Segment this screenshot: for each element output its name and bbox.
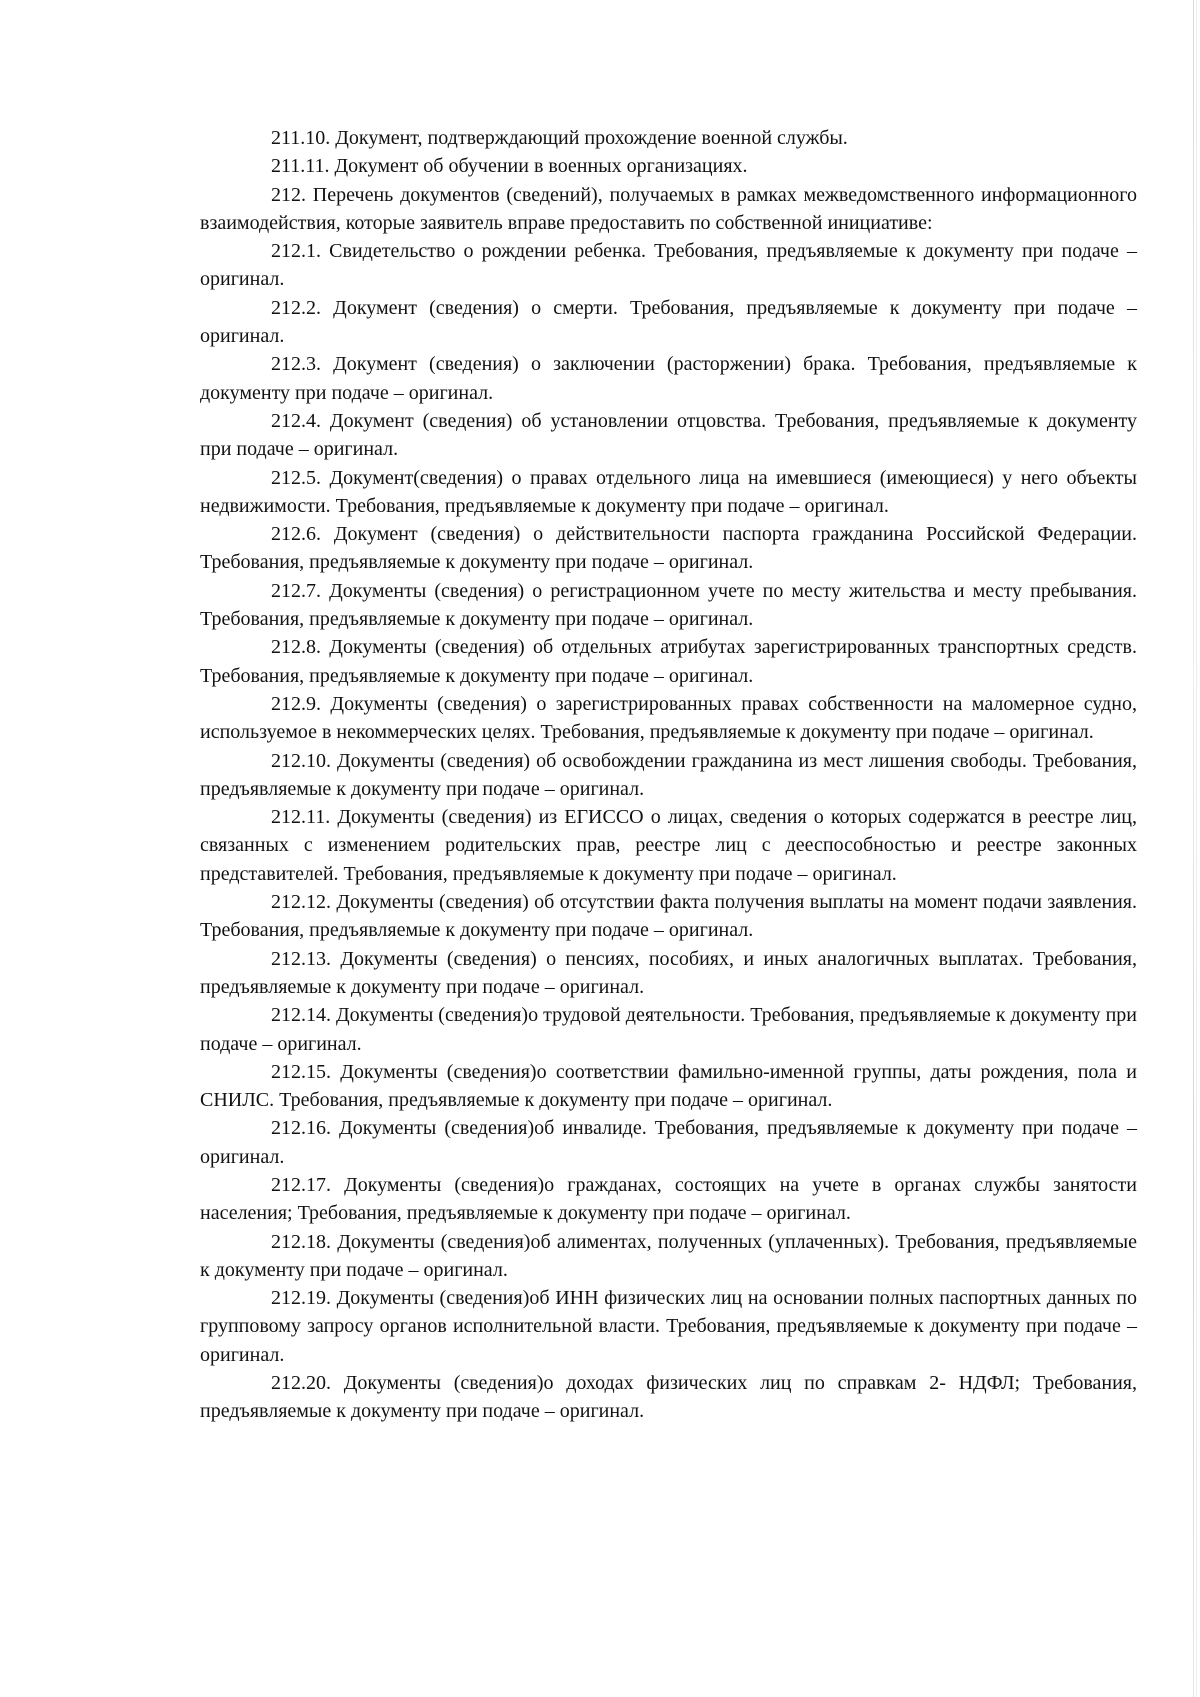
paragraph-212-13: 212.13. Документы (сведения) о пенсиях, пособиях, и иных аналогичных выплатах. Требования, предъявляемые к документу при подаче – оригинал. [200,947,1137,998]
paragraph-212-18: 212.18. Документы (сведения)об алиментах, полученных (уплаченных). Требования, предъявляемые к документу при подаче – оригинал. [200,1230,1137,1281]
paragraph-211-10: 211.10. Документ, подтверждающий прохождение военной службы. [271,127,848,149]
paragraph-212-20: 212.20. Документы (сведения)о доходах физических лиц по справкам 2- НДФЛ; Требования, предъявляемые к документу при подаче – оригинал. [200,1372,1137,1423]
paragraph-212-2: 212.2. Документ (сведения) о смерти. Требования, предъявляемые к документу при подаче – оригинал. [200,296,1137,348]
scan-edge-line-secondary [1196,0,1197,1697]
paragraph-212-11: 212.11. Документы (сведения) из ЕГИССО о лицах, сведения о которых содержатся в реестре лиц, связанных с изменением родительских прав, реестре лиц с дееспособностью и реестре законных представителей. Требования, предъявляемые к документу при подаче – оригинал. [200,806,1137,885]
paragraph-211-11: 211.11. Документ об обучении в военных организациях. [271,155,748,178]
paragraph-212-17: 212.17. Документы (сведения)о гражданах, состоящих на учете в органах службы занятости населения; Требования, предъявляемые к документу при подаче – оригинал. [200,1173,1137,1225]
paragraph-212-15: 212.15. Документы (сведения)о соответствии фамильно-именной группы, даты рождения, пола и СНИЛС. Требования, предъявляемые к документу при подаче – оригинал. [200,1060,1137,1112]
paragraph-212-14: 212.14. Документы (сведения)о трудовой деятельности. Требования, предъявляемые к документу при подаче – оригинал. [200,1004,1137,1055]
paragraph-212-3: 212.3. Документ (сведения) о заключении (расторжении) брака. Требования, предъявляемые к документу при подаче – оригинал. [200,353,1137,404]
paragraph-212-16: 212.16. Документы (сведения)об инвалиде. Требования, предъявляемые к документу при подаче – оригинал. [200,1117,1137,1168]
paragraph-212: 212. Перечень документов (сведений), получаемых в рамках межведомственного информационного взаимодействия, которые заявитель вправе предоставить по собственной инициативе: [200,183,1137,234]
paragraph-212-4: 212.4. Документ (сведения) об установлении отцовства. Требования, предъявляемые к документу при подаче – оригинал. [200,409,1137,461]
paragraph-212-10: 212.10. Документы (сведения) об освобождении гражданина из мест лишения свободы. Требования, предъявляемые к документу при подаче – оригинал. [200,749,1137,800]
paragraph-212-6: 212.6. Документ (сведения) о действительности паспорта гражданина Российской Федерации. Требования, предъявляемые к документу при подаче – оригинал. [200,523,1137,574]
scan-edge-line [1193,0,1194,1697]
paragraph-212-12: 212.12. Документы (сведения) об отсутствии факта получения выплаты на момент подачи заявления. Требования, предъявляемые к документу при подаче – оригинал. [200,891,1137,942]
paragraph-212-9: 212.9. Документы (сведения) о зарегистрированных правах собственности на маломерное судно, используемое в некоммерческих целях. Требования, предъявляемые к документу при подаче – оригинал. [200,692,1137,744]
paragraph-212-7: 212.7. Документы (сведения) о регистрационном учете по месту жительства и месту пребывания. Требования, предъявляемые к документу при подаче – оригинал. [200,579,1137,631]
paragraph-212-8: 212.8. Документы (сведения) об отдельных атрибутах зарегистрированных транспортных средств. Требования, предъявляемые к документу при подаче – оригинал. [200,636,1137,687]
paragraph-212-5: 212.5. Документ(сведения) о правах отдельного лица на имевшиеся (имеющиеся) у него объекты недвижимости. Требования, предъявляемые к документу при подаче – оригинал. [200,466,1137,517]
document-body [200,124,1137,1426]
paragraph-212-1: 212.1. Свидетельство о рождении ребенка. Требования, предъявляемые к документу при подаче – оригинал. [200,240,1137,291]
paragraph-212-19: 212.19. Документы (сведения)об ИНН физических лиц на основании полных паспортных данных по групповому запросу органов исполнительной власти. Требования, предъявляемые к документу при подаче – оригинал. [200,1287,1137,1366]
